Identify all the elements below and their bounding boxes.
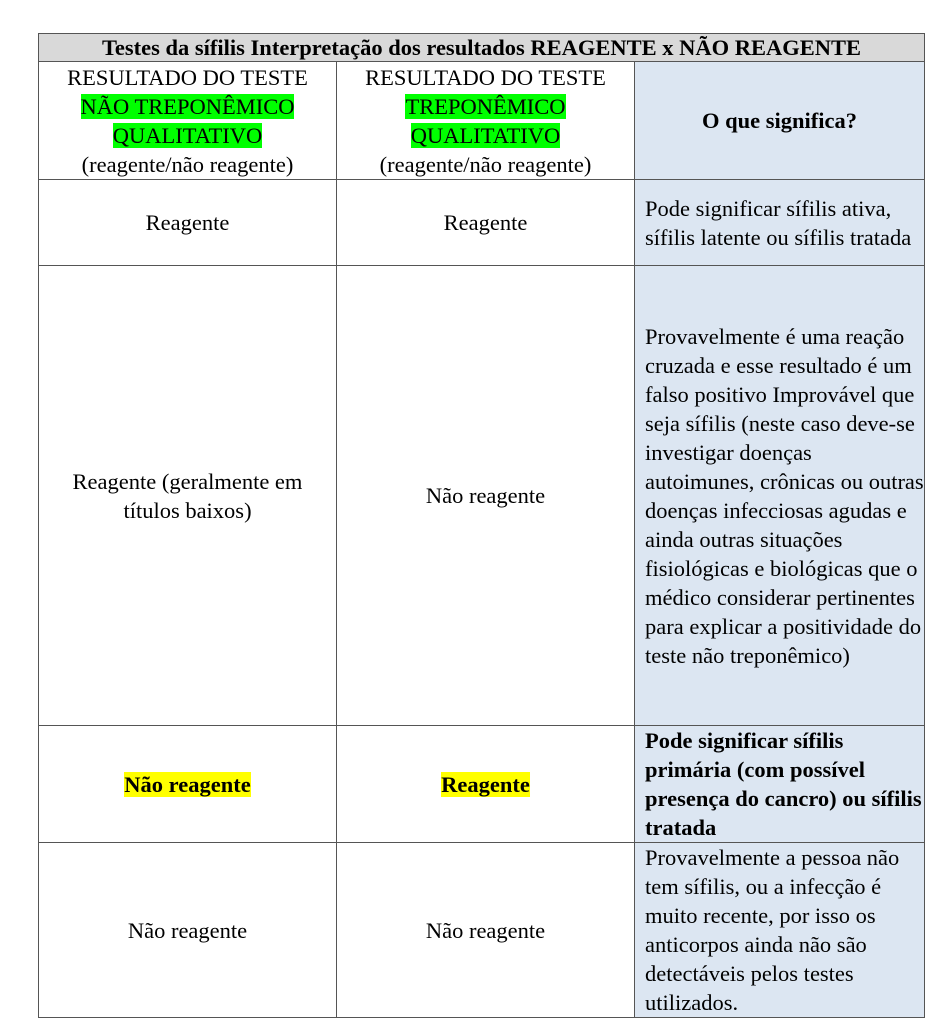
header-meaning: O que significa? (635, 62, 925, 180)
cell-meaning: Provavelmente a pessoa não tem sífilis, ou a infecção é muito recente, por isso os anticorpos ainda não são detectáveis pelos testes utilizados. (635, 843, 925, 1018)
highlighted-text: QUALITATIVO (112, 122, 263, 148)
table-row (39, 726, 925, 843)
cell-treponemal: Não reagente (337, 843, 635, 1018)
header-row (39, 62, 925, 180)
cell-meaning: Pode significar sífilis primária (com possível presença do cancro) ou sífilis tratada (635, 726, 925, 843)
header-line: RESULTADO DO TESTE (365, 64, 606, 90)
table-row (39, 180, 925, 266)
highlighted-text: Reagente (441, 771, 530, 797)
header-line: RESULTADO DO TESTE (67, 64, 308, 90)
header-line: (reagente/não reagente) (379, 151, 592, 177)
syphilis-interpretation-table (38, 33, 925, 1018)
cell-meaning: Provavelmente é uma reação cruzada e esse resultado é um falso positivo Improvável que seja sífilis (neste caso deve-se investigar doenças autoimunes, crônicas ou outras doenças infecciosas agudas e ainda outras situações fisiológicas e biológicas que o médico considerar pertinentes para explicar a positividade do teste não treponêmico) (635, 266, 925, 726)
highlighted-text: Não reagente (124, 771, 251, 797)
table-title: Testes da sífilis Interpretação dos resultados REAGENTE x NÃO REAGENTE (39, 34, 925, 62)
cell-treponemal (337, 726, 635, 843)
cell-meaning: Pode significar sífilis ativa, sífilis latente ou sífilis tratada (635, 180, 925, 266)
cell-non-treponemal: Reagente (geralmente em títulos baixos) (39, 266, 337, 726)
cell-treponemal: Reagente (337, 180, 635, 266)
cell-non-treponemal: Não reagente (39, 843, 337, 1018)
header-line: (reagente/não reagente) (81, 151, 294, 177)
cell-treponemal: Não reagente (337, 266, 635, 726)
header-treponemal (337, 62, 635, 180)
highlighted-text: NÃO TREPONÊMICO (80, 93, 295, 119)
highlighted-text: TREPONÊMICO (405, 93, 566, 119)
header-non-treponemal (39, 62, 337, 180)
table-row (39, 266, 925, 726)
table-row (39, 843, 925, 1018)
highlighted-text: QUALITATIVO (410, 122, 561, 148)
title-row (39, 34, 925, 62)
cell-non-treponemal (39, 726, 337, 843)
cell-non-treponemal: Reagente (39, 180, 337, 266)
